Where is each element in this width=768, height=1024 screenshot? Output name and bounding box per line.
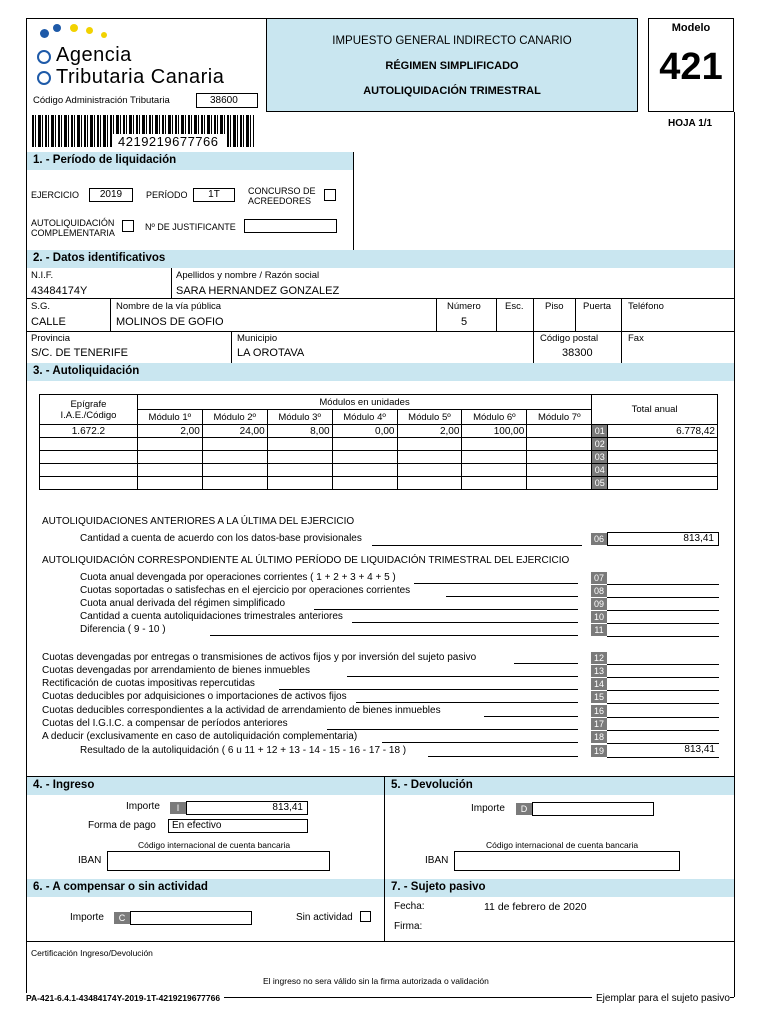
module-cell[interactable] xyxy=(202,451,267,464)
line-leader xyxy=(352,622,578,623)
module-cell[interactable]: 2,00 xyxy=(397,425,462,438)
module-row xyxy=(40,464,718,477)
module-cell[interactable] xyxy=(462,464,527,477)
via-label: Nombre de la vía pública xyxy=(116,301,222,312)
module-cell[interactable] xyxy=(397,451,462,464)
module-cell[interactable] xyxy=(527,477,592,490)
epigrafe-header-1: Epígrafe xyxy=(70,398,107,410)
nif-value: 43484174Y xyxy=(31,285,88,297)
module-cell[interactable] xyxy=(462,477,527,490)
module-cell[interactable] xyxy=(397,438,462,451)
module-cell[interactable] xyxy=(397,477,462,490)
line-field-14[interactable] xyxy=(607,677,719,691)
nif-divider xyxy=(171,268,172,298)
ingreso-importe-field[interactable]: 813,41 xyxy=(186,801,308,815)
section3-title: 3. - Autoliquidación xyxy=(27,363,734,381)
epigrafe-cell[interactable] xyxy=(40,477,138,490)
module-row xyxy=(40,438,718,451)
line-label-17: Cuotas del I.G.I.C. a compensar de períodos anteriores xyxy=(42,718,288,729)
line-code-07: 07 xyxy=(591,572,607,584)
module-cell[interactable]: 2,00 xyxy=(137,425,202,438)
concurso-label-1: CONCURSO DE xyxy=(248,186,316,196)
module-row xyxy=(40,451,718,464)
line-leader xyxy=(347,676,578,677)
epigrafe-cell[interactable]: 1.672.2 xyxy=(40,425,138,438)
last-heading: AUTOLIQUIDACIÓN CORRESPONDIENTE AL ÚLTIMO PERÍODO DE LIQUIDACIÓN TRIMESTRAL DEL EJERCICIO xyxy=(42,555,570,566)
concurso-checkbox[interactable] xyxy=(324,189,336,201)
line-code-11: 11 xyxy=(591,624,607,636)
line-field-10[interactable] xyxy=(607,610,719,624)
name-label: Apellidos y nombre / Razón social xyxy=(176,270,320,281)
line-label-19: Resultado de la autoliquidación ( 6 u 11 + 12 + 13 - 14 - 15 - 16 - 17 - 18 ) xyxy=(80,745,407,756)
sin-actividad-label: Sin actividad xyxy=(296,912,353,923)
justificante-label: Nº DE JUSTIFICANTE xyxy=(145,222,236,232)
periodo-label: PERÍODO xyxy=(146,190,188,200)
module-cell[interactable] xyxy=(527,451,592,464)
line-label-15: Cuotas deducibles por adquisiciones o importaciones de activos fijos xyxy=(42,691,347,702)
module-header: Módulo 5º xyxy=(397,410,462,425)
provincia-divider xyxy=(231,331,232,363)
sg-divider xyxy=(110,298,111,331)
municipio-divider xyxy=(533,331,534,363)
footer-ref: PA-421-6.4.1-43484174Y-2019-1T-4219219677766 xyxy=(26,993,224,1003)
section4-divider xyxy=(384,776,385,941)
module-cell[interactable] xyxy=(332,464,397,477)
modulos-header: Módulos en unidades xyxy=(137,395,591,410)
line-leader xyxy=(514,663,578,664)
line-leader xyxy=(382,742,578,743)
line-label-18: A deducir (exclusivamente en caso de autoliquidación complementaria) xyxy=(42,731,358,742)
provincia-label: Provincia xyxy=(31,333,71,344)
via-divider xyxy=(436,298,437,331)
devolucion-importe-label: Importe xyxy=(471,803,505,814)
numero-value: 5 xyxy=(461,316,468,328)
module-cell[interactable]: 24,00 xyxy=(202,425,267,438)
line-field-18[interactable] xyxy=(607,730,719,744)
autoliq-complementaria-label-2: COMPLEMENTARIA xyxy=(31,228,115,238)
devolucion-iban-label: IBAN xyxy=(425,855,449,866)
module-row xyxy=(40,425,718,438)
module-cell[interactable] xyxy=(202,477,267,490)
line-label-11: Diferencia ( 9 - 10 ) xyxy=(80,624,166,635)
telefono-label: Teléfono xyxy=(628,301,664,312)
puerta-label: Puerta xyxy=(583,301,611,312)
module-cell[interactable] xyxy=(527,425,592,438)
line-label-12: Cuotas devengadas por entregas o transmisiones de activos fijos y por inversión del sujeto pasivo xyxy=(42,652,477,663)
line06-code: 06 xyxy=(591,533,607,545)
sg-value: CALLE xyxy=(31,316,66,328)
module-header: Módulo 4º xyxy=(332,410,397,425)
title-line1: IMPUESTO GENERAL INDIRECTO CANARIO xyxy=(332,35,572,47)
module-cell[interactable] xyxy=(527,438,592,451)
ingreso-iban-caption: Código internacional de cuenta bancaria xyxy=(138,840,291,850)
autoliq-complementaria-checkbox[interactable] xyxy=(122,220,134,232)
line06-leader xyxy=(372,545,582,546)
epigrafe-header-2: I.A.E./Código xyxy=(60,409,117,421)
line-leader xyxy=(356,702,578,703)
logo-ring-icon xyxy=(37,50,51,64)
module-cell[interactable] xyxy=(462,451,527,464)
cert-top-border xyxy=(26,941,734,942)
section6-title: 6. - A compensar o sin actividad xyxy=(27,879,384,897)
row-divider xyxy=(27,298,734,299)
module-header: Módulo 6º xyxy=(462,410,527,425)
module-cell[interactable] xyxy=(267,464,332,477)
section2-title: 2. - Datos identificativos xyxy=(27,250,734,268)
total-cell[interactable]: 6.778,42 xyxy=(608,425,718,438)
name-value: SARA HERNANDEZ GONZALEZ xyxy=(176,285,340,297)
admin-code-label: Código Administración Tributaria xyxy=(33,95,170,106)
frame-top xyxy=(26,18,266,19)
numero-divider xyxy=(496,298,497,331)
line-leader xyxy=(314,609,578,610)
modelo-number: 421 xyxy=(659,46,723,88)
line-label-14: Rectificación de cuotas impositivas repercutidas xyxy=(42,678,255,689)
module-cell[interactable]: 0,00 xyxy=(332,425,397,438)
periodo-field[interactable]: 1T xyxy=(193,188,235,202)
line06-field[interactable]: 813,41 xyxy=(607,532,719,546)
cp-label: Código postal xyxy=(540,333,599,344)
logo-dot-icon xyxy=(53,24,61,32)
line-code-19: 19 xyxy=(591,745,607,757)
logo-dot-icon xyxy=(70,24,78,32)
ingreso-importe-label: Importe xyxy=(126,801,160,812)
module-cell[interactable] xyxy=(332,477,397,490)
row-code: 05 xyxy=(592,477,608,490)
module-cell[interactable] xyxy=(332,438,397,451)
module-cell[interactable] xyxy=(267,451,332,464)
cert-label: Certificación Ingreso/Devolución xyxy=(31,948,153,958)
module-cell[interactable] xyxy=(202,438,267,451)
autoliq-complementaria-label-1: AUTOLIQUIDACIÓN xyxy=(31,218,115,228)
devolucion-importe-field[interactable] xyxy=(532,802,654,816)
nif-label: N.I.F. xyxy=(31,270,54,281)
line-code-09: 09 xyxy=(591,598,607,610)
line-leader xyxy=(279,689,578,690)
footer-notice: El ingreso no sera válido sin la firma autorizada o validación xyxy=(263,976,489,986)
puerta-divider xyxy=(621,298,622,331)
firma-label: Firma: xyxy=(394,921,423,932)
devolucion-importe-code: D xyxy=(516,803,532,815)
section1-title: 1. - Período de liquidación xyxy=(27,152,353,170)
total-header: Total anual xyxy=(592,395,718,425)
module-cell[interactable] xyxy=(332,451,397,464)
line-label-07: Cuota anual devengada por operaciones corrientes ( 1 + 2 + 3 + 4 + 5 ) xyxy=(80,572,396,583)
module-cell[interactable] xyxy=(202,464,267,477)
row-code: 03 xyxy=(592,451,608,464)
line-field-16[interactable] xyxy=(607,704,719,718)
module-cell[interactable] xyxy=(137,477,202,490)
fecha-value: 11 de febrero de 2020 xyxy=(484,901,587,913)
esc-divider xyxy=(533,298,534,331)
sin-actividad-checkbox[interactable] xyxy=(360,911,371,922)
total-cell[interactable] xyxy=(608,438,718,451)
ejercicio-field[interactable]: 2019 xyxy=(89,188,133,202)
forma-pago-field[interactable]: En efectivo xyxy=(168,819,308,833)
piso-divider xyxy=(575,298,576,331)
admin-code-value: 38600 xyxy=(210,95,238,106)
logo-ring-icon xyxy=(37,71,51,85)
barcode-number: 4219219677766 xyxy=(112,134,225,149)
module-cell[interactable] xyxy=(527,464,592,477)
epigrafe-cell[interactable] xyxy=(40,451,138,464)
devolucion-iban-caption: Código internacional de cuenta bancaria xyxy=(486,840,639,850)
sg-label: S.G. xyxy=(31,301,51,312)
agency-name-line2: Tributaria Canaria xyxy=(56,66,225,88)
logo-dot-icon xyxy=(101,32,107,38)
footer-copy: Ejemplar para el sujeto pasivo xyxy=(592,993,730,1004)
line-leader xyxy=(327,729,578,730)
epigrafe-header xyxy=(40,395,138,425)
fax-label: Fax xyxy=(628,333,644,344)
module-cell[interactable]: 8,00 xyxy=(267,425,332,438)
module-header: Módulo 1º xyxy=(137,410,202,425)
line-code-12: 12 xyxy=(591,652,607,664)
line-label-10: Cantidad a cuenta autoliquidaciones trimestrales anteriores xyxy=(80,611,343,622)
line-code-13: 13 xyxy=(591,665,607,677)
line-field-19[interactable]: 813,41 xyxy=(607,744,719,758)
line-code-15: 15 xyxy=(591,691,607,703)
line-code-08: 08 xyxy=(591,585,607,597)
prev-heading: AUTOLIQUIDACIONES ANTERIORES A LA ÚLTIMA DEL EJERCICIO xyxy=(42,516,355,527)
line-code-17: 17 xyxy=(591,718,607,730)
modules-table xyxy=(39,394,718,490)
esc-label: Esc. xyxy=(505,301,524,312)
municipio-label: Municipio xyxy=(237,333,278,344)
ingreso-iban-label: IBAN xyxy=(78,855,102,866)
module-cell[interactable] xyxy=(137,464,202,477)
line-field-09[interactable] xyxy=(607,597,719,611)
concurso-label-2: ACREEDORES xyxy=(248,196,312,206)
module-cell[interactable] xyxy=(137,438,202,451)
epigrafe-cell[interactable] xyxy=(40,438,138,451)
module-header: Módulo 2º xyxy=(202,410,267,425)
total-cell[interactable] xyxy=(608,477,718,490)
module-cell[interactable] xyxy=(397,464,462,477)
line-label-16: Cuotas deducibles correspondientes a la actividad de arrendamiento de bienes inmuebles xyxy=(42,705,441,716)
ingreso-importe-code: I xyxy=(170,802,186,814)
line-field-12[interactable] xyxy=(607,651,719,665)
forma-pago-label: Forma de pago xyxy=(88,820,156,831)
cp-divider xyxy=(621,331,622,363)
agency-name-line1: Agencia xyxy=(56,44,132,66)
section7-title: 7. - Sujeto pasivo xyxy=(385,879,734,897)
line-code-16: 16 xyxy=(591,705,607,717)
line-label-09: Cuota anual derivada del régimen simplificado xyxy=(80,598,286,609)
line-label-13: Cuotas devengadas por arrendamiento de bienes inmuebles xyxy=(42,665,310,676)
fecha-label: Fecha: xyxy=(394,901,425,912)
section4-title: 4. - Ingreso xyxy=(27,777,384,795)
hoja-label: HOJA 1/1 xyxy=(668,118,713,129)
epigrafe-cell[interactable] xyxy=(40,464,138,477)
row-divider xyxy=(27,331,734,332)
logo-dot-icon xyxy=(40,29,49,38)
total-cell[interactable] xyxy=(608,464,718,477)
frame-right xyxy=(734,112,735,997)
compensar-importe-label: Importe xyxy=(70,912,104,923)
module-header: Módulo 3º xyxy=(267,410,332,425)
module-header: Módulo 7º xyxy=(527,410,592,425)
justificante-field[interactable] xyxy=(244,219,337,233)
module-cell[interactable] xyxy=(137,451,202,464)
cp-value: 38300 xyxy=(562,347,593,359)
line-field-15[interactable] xyxy=(607,690,719,704)
row-code: 02 xyxy=(592,438,608,451)
line-leader xyxy=(446,596,578,597)
row-code: 01 xyxy=(592,425,608,438)
total-cell[interactable] xyxy=(608,451,718,464)
ejercicio-label: EJERCICIO xyxy=(31,190,80,200)
line-field-13[interactable] xyxy=(607,664,719,678)
section5-title: 5. - Devolución xyxy=(385,777,734,795)
module-cell[interactable]: 100,00 xyxy=(462,425,527,438)
module-cell[interactable] xyxy=(267,438,332,451)
numero-label: Número xyxy=(447,301,481,312)
row-code: 04 xyxy=(592,464,608,477)
logo-dot-icon xyxy=(86,27,93,34)
line-leader xyxy=(484,716,578,717)
section1-right-border xyxy=(353,152,354,250)
line-leader xyxy=(210,635,578,636)
line-field-11[interactable] xyxy=(607,623,719,637)
line-code-10: 10 xyxy=(591,611,607,623)
module-cell[interactable] xyxy=(267,477,332,490)
provincia-value: S/C. DE TENERIFE xyxy=(31,347,128,359)
municipio-value: LA OROTAVA xyxy=(237,347,305,359)
line-field-07[interactable] xyxy=(607,571,719,585)
ingreso-iban-field[interactable] xyxy=(107,851,330,871)
title-line2: RÉGIMEN SIMPLIFICADO xyxy=(385,60,519,72)
via-value: MOLINOS DE GOFIO xyxy=(116,316,224,328)
line-leader xyxy=(428,756,578,757)
module-row xyxy=(40,477,718,490)
line-field-17[interactable] xyxy=(607,717,719,731)
line-code-14: 14 xyxy=(591,678,607,690)
compensar-importe-field[interactable] xyxy=(130,911,252,925)
modelo-label: Modelo xyxy=(671,22,711,34)
line-code-18: 18 xyxy=(591,731,607,743)
piso-label: Piso xyxy=(545,301,564,312)
compensar-importe-code: C xyxy=(114,912,130,924)
module-cell[interactable] xyxy=(462,438,527,451)
line-field-08[interactable] xyxy=(607,584,719,598)
line06-label: Cantidad a cuenta de acuerdo con los datos-base provisionales xyxy=(80,533,362,544)
line-leader xyxy=(414,583,578,584)
title-line3: AUTOLIQUIDACIÓN TRIMESTRAL xyxy=(363,85,541,97)
devolucion-iban-field[interactable] xyxy=(454,851,680,871)
line-label-08: Cuotas soportadas o satisfechas en el ejercicio por operaciones corrientes xyxy=(80,585,411,596)
